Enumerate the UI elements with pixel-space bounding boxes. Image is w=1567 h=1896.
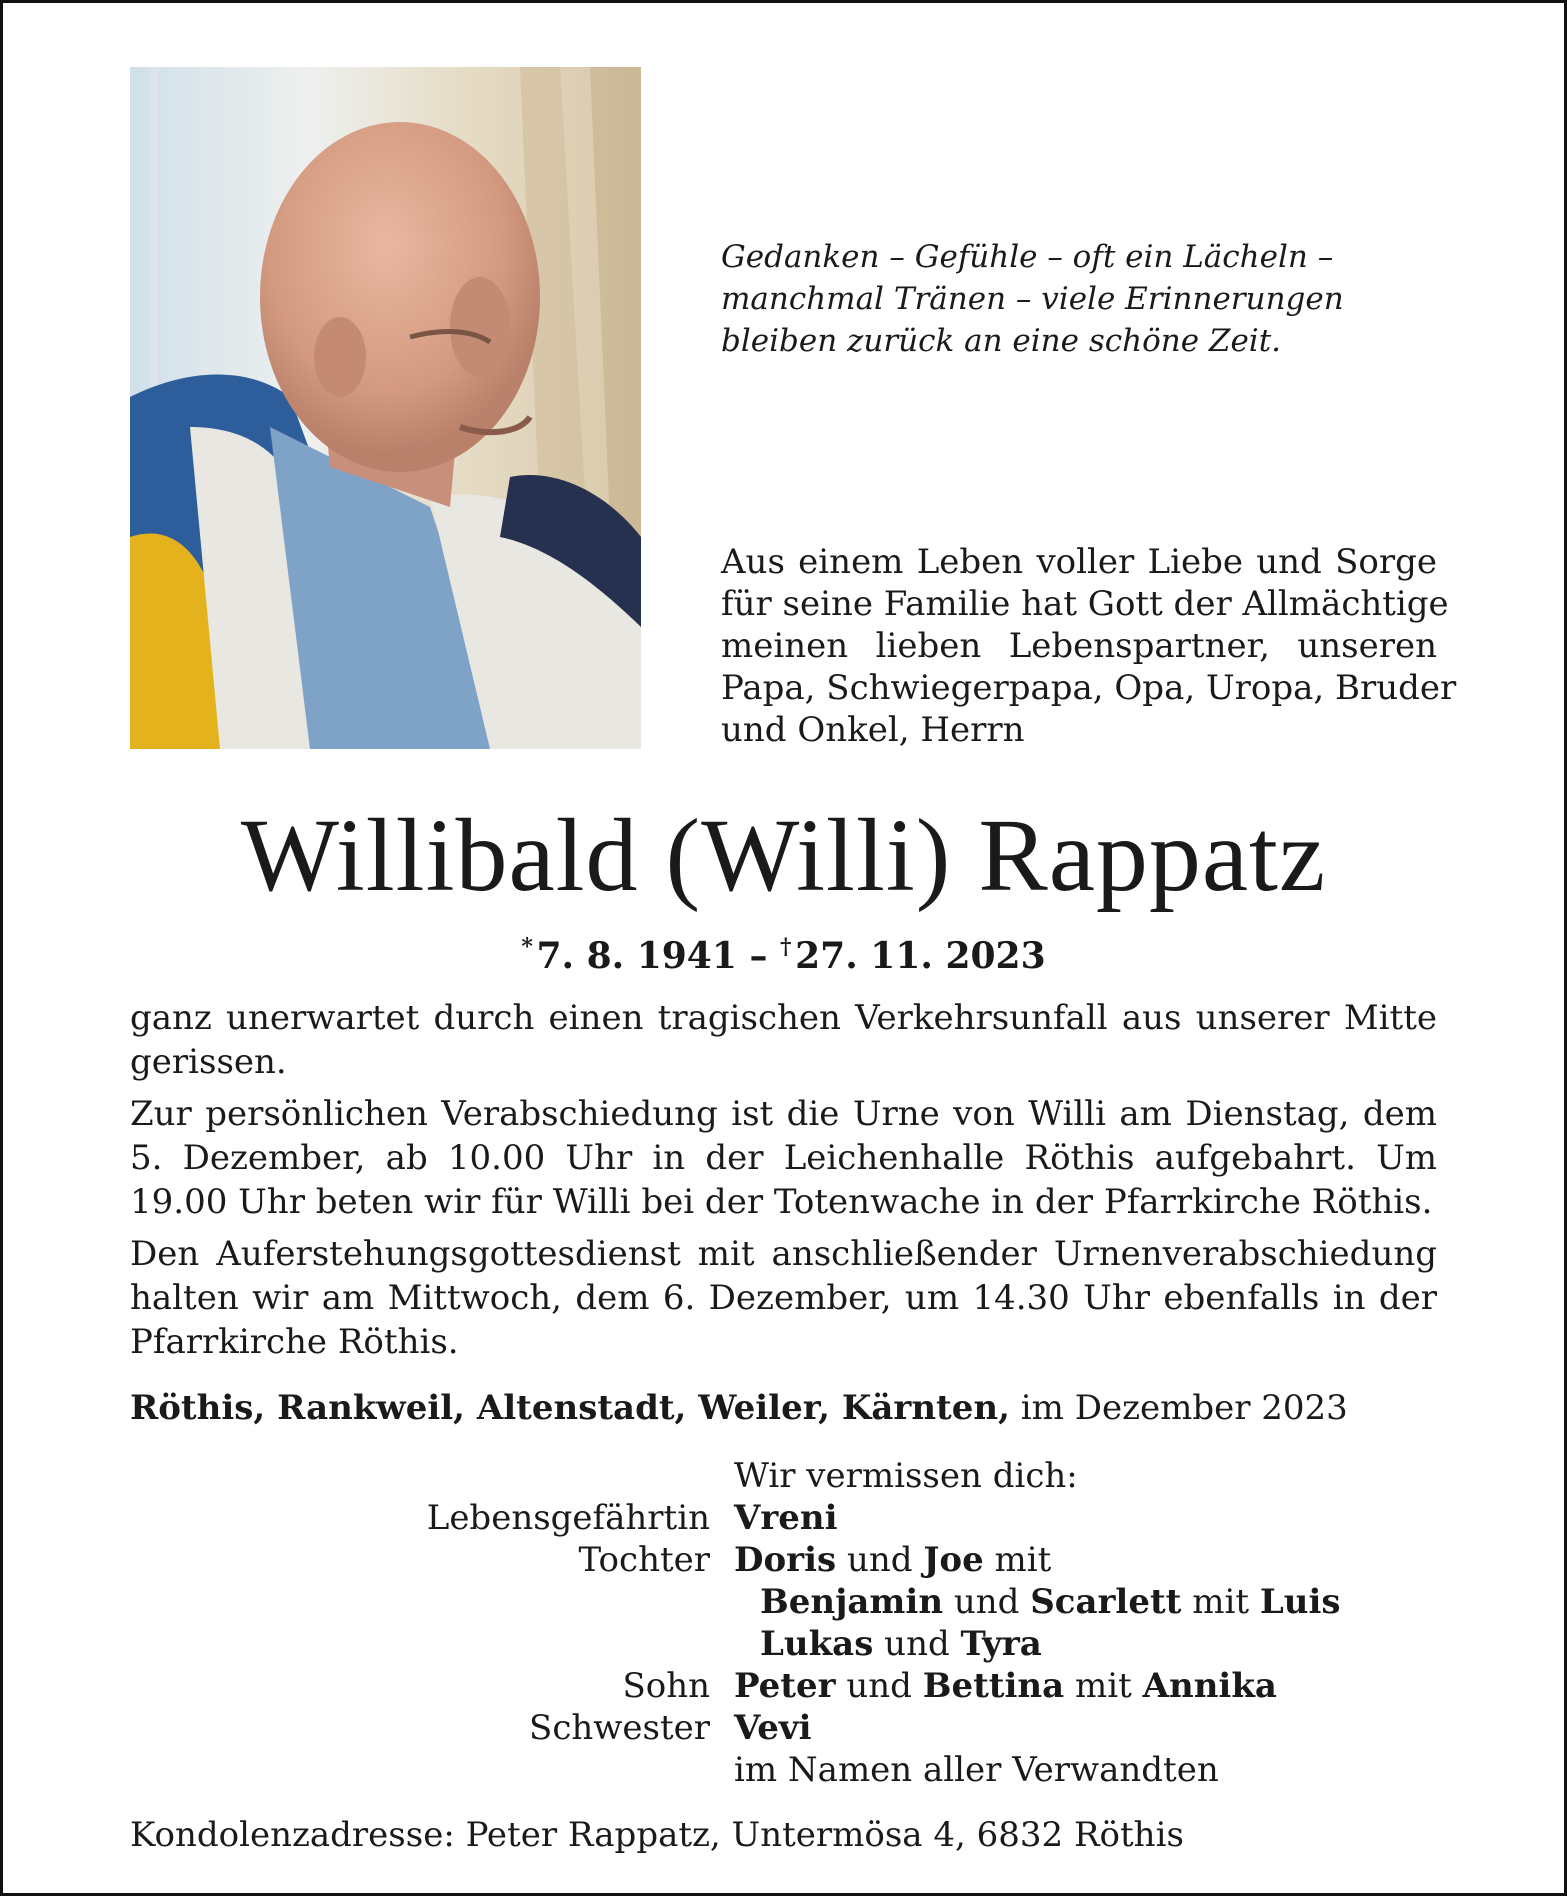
intro-line: für seine Familie hat Gott der Allmächtige <box>721 584 1449 624</box>
conjunction: mit <box>1192 1582 1249 1622</box>
family-row-grandchildren <box>0 1581 1567 1623</box>
memorial-quote <box>721 236 1461 362</box>
conjunction: mit <box>994 1540 1052 1580</box>
birth-symbol: * <box>521 934 533 960</box>
relation-label: Schwester <box>529 1708 710 1748</box>
deceased-name: Willibald (Willi) Rappatz <box>240 798 1327 913</box>
condolence-address: Kondolenzadresse: Peter Rappatz, Untermösa 4, 6832 Röthis <box>130 1815 1184 1855</box>
paragraph-service <box>130 1232 1437 1364</box>
family-row-sister <box>0 1707 1567 1749</box>
conjunction: und <box>884 1624 950 1664</box>
family-names <box>760 1581 1341 1623</box>
family-names <box>734 1707 812 1749</box>
intro-text <box>721 541 1457 751</box>
family-names <box>760 1623 1042 1665</box>
family-name: Benjamin <box>760 1582 944 1622</box>
family-name: Annika <box>1142 1666 1277 1706</box>
family-names <box>734 1665 1277 1707</box>
conjunction: und <box>846 1540 913 1580</box>
announcement-body <box>130 996 1437 1372</box>
announcement-date: im Dezember 2023 <box>1020 1388 1348 1428</box>
family-name: Vevi <box>734 1708 812 1748</box>
place-and-date <box>130 1384 1450 1432</box>
body-line: Den Auferstehungsgottesdienst mit anschließender Urnenverabschiedung <box>130 1234 1437 1274</box>
date-separator: – <box>749 935 768 977</box>
family-row-grandchildren <box>0 1623 1567 1665</box>
relation-label: Lebensgefährtin <box>426 1498 710 1538</box>
body-line: ganz unerwartet durch einen tragischen Verkehrsunfall aus unserer Mitte <box>130 998 1437 1038</box>
death-symbol: † <box>780 934 792 960</box>
body-line: Pfarrkirche Röthis. <box>130 1322 459 1362</box>
family-name: Bettina <box>922 1666 1065 1706</box>
intro-line: und Onkel, Herrn <box>721 710 1025 750</box>
portrait-photo-icon <box>130 67 641 749</box>
body-line: gerissen. <box>130 1042 287 1082</box>
intro-line: meinen lieben Lebenspartner, unseren <box>721 626 1437 666</box>
body-line: halten wir am Mittwoch, dem 6. Dezember, um 14.30 Uhr ebenfalls in der <box>130 1278 1437 1318</box>
relation-label: Sohn <box>622 1666 710 1706</box>
family-name: Peter <box>734 1666 836 1706</box>
body-line: Zur persönlichen Verabschiedung ist die Urne von Willi am Dienstag, dem <box>130 1094 1437 1134</box>
quote-line: bleiben zurück an eine schöne Zeit. <box>721 323 1282 359</box>
paragraph-viewing <box>130 1092 1437 1224</box>
relation-label: Tochter <box>578 1540 710 1580</box>
family-row-son <box>0 1665 1567 1707</box>
portrait-photo <box>130 67 641 749</box>
family-closing: im Namen aller Verwandten <box>734 1750 1219 1790</box>
intro-line: Papa, Schwiegerpapa, Opa, Uropa, Bruder <box>721 668 1457 708</box>
life-dates <box>0 922 1567 981</box>
family-row <box>0 1455 1567 1497</box>
family-row-partner <box>0 1497 1567 1539</box>
conjunction: und <box>846 1666 912 1706</box>
quote-line: Gedanken – Gefühle – oft ein Lächeln – <box>721 239 1334 275</box>
family-names <box>734 1497 838 1539</box>
death-date: 27. 11. 2023 <box>795 935 1046 977</box>
family-name: Tyra <box>960 1624 1042 1664</box>
body-line: 19.00 Uhr beten wir für Willi bei der Totenwache in der Pfarrkirche Röthis. <box>130 1182 1433 1222</box>
family-name: Vreni <box>734 1498 838 1538</box>
places: Röthis, Rankweil, Altenstadt, Weiler, Kärnten, <box>130 1388 1010 1428</box>
body-line: 5. Dezember, ab 10.00 Uhr in der Leichenhalle Röthis aufgebahrt. Um <box>130 1138 1437 1178</box>
family-name: Doris <box>734 1540 837 1580</box>
quote-line: manchmal Tränen – viele Erinnerungen <box>721 281 1344 317</box>
family-names <box>734 1539 1051 1581</box>
family-list <box>0 1455 1567 1791</box>
intro-line: Aus einem Leben voller Liebe und Sorge <box>721 542 1437 582</box>
conjunction: mit <box>1075 1666 1132 1706</box>
conjunction: und <box>953 1582 1020 1622</box>
family-row-closing <box>0 1749 1567 1791</box>
birth-date: 7. 8. 1941 <box>536 935 737 977</box>
family-name: Joe <box>923 1540 984 1580</box>
family-intro: Wir vermissen dich: <box>734 1456 1078 1496</box>
family-row-daughter <box>0 1539 1567 1581</box>
family-name: Luis <box>1259 1582 1341 1622</box>
family-name: Scarlett <box>1030 1582 1182 1622</box>
paragraph-accident <box>130 996 1437 1084</box>
family-name: Lukas <box>760 1624 874 1664</box>
